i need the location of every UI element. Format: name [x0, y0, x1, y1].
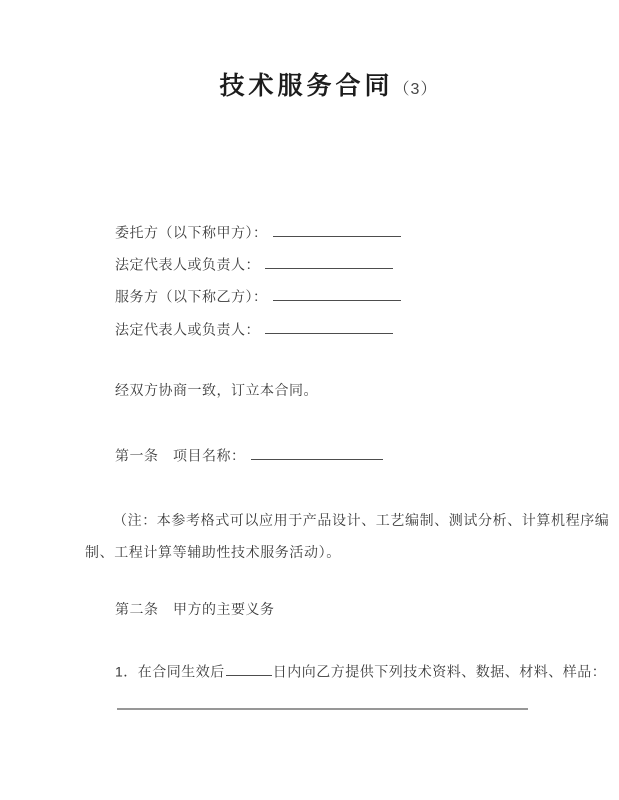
- clause1-row: [115, 662, 606, 680]
- note-line: 制、工程计算等辅助性技术服务活动）。: [85, 544, 341, 560]
- party-label: 委托方（以下称甲方）：: [115, 224, 268, 241]
- article1-heading-row: [115, 446, 383, 464]
- page-title: [0, 66, 619, 102]
- party-row-provider-representative: [115, 320, 393, 338]
- contract-title-text: 技术服务合同: [219, 72, 394, 100]
- project-name-blank-line: [251, 446, 383, 460]
- intro-text: 经双方协商一致，订立本合同。: [115, 382, 318, 398]
- article1-heading: 第一条 项目名称：: [115, 447, 246, 464]
- article2-heading-row: [115, 601, 275, 618]
- days-blank-line: [226, 662, 272, 676]
- party-row-provider: [115, 287, 401, 305]
- party-blank-line: [273, 223, 401, 237]
- clause1-prefix: 1．在合同生效后: [115, 663, 225, 680]
- note-line: （注：本参考格式可以应用于产品设计、工艺编制、测试分析、计算机程序编: [113, 512, 610, 528]
- party-row-client: [115, 223, 401, 241]
- intro-paragraph: [115, 382, 318, 399]
- party-blank-line: [273, 287, 401, 301]
- party-label: 法定代表人或负责人：: [115, 256, 260, 273]
- party-blank-line: [265, 320, 393, 334]
- article2-heading: 第二条 甲方的主要义务: [115, 601, 275, 617]
- fill-in-rule-line: [117, 708, 528, 710]
- note-paragraph: [85, 504, 610, 568]
- party-blank-line: [265, 255, 393, 269]
- party-label: 法定代表人或负责人：: [115, 321, 260, 338]
- party-row-client-representative: [115, 255, 393, 273]
- contract-title-number: （3）: [393, 81, 438, 98]
- clause1-suffix: 日内向乙方提供下列技术资料、数据、材料、样品：: [272, 663, 607, 680]
- party-label: 服务方（以下称乙方）：: [115, 288, 268, 305]
